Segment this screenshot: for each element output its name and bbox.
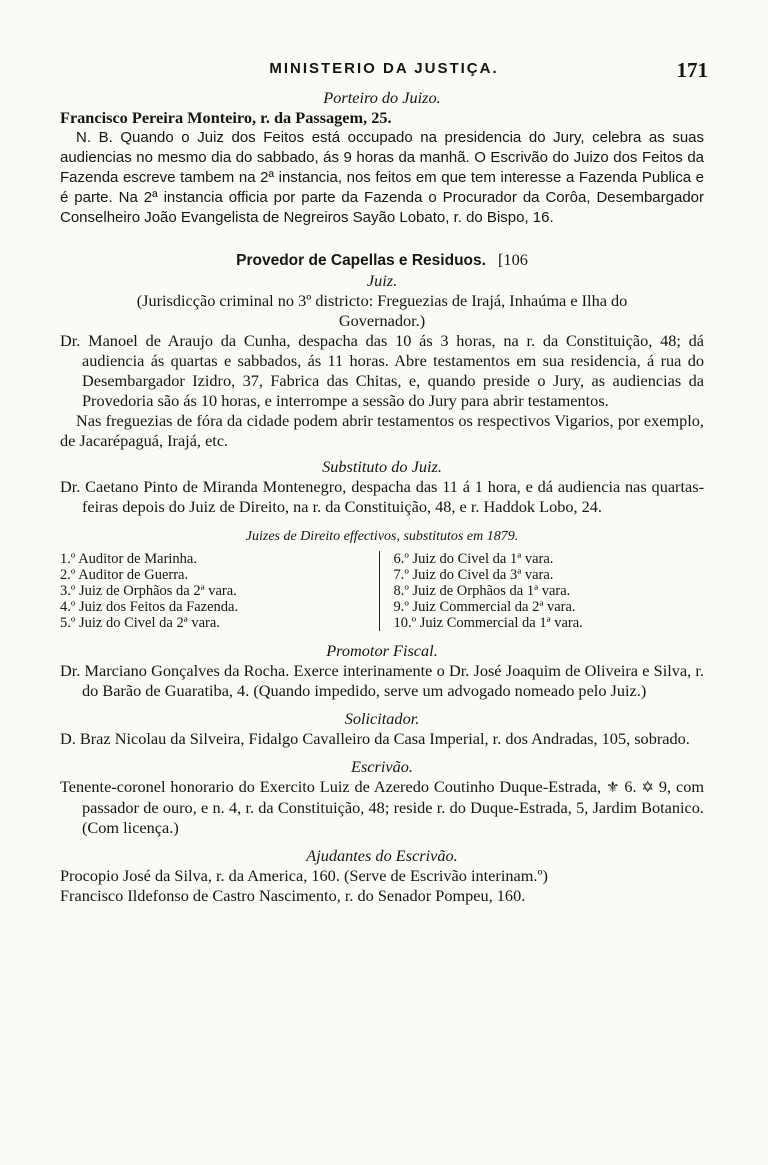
escrivao-text-b: 6.	[624, 777, 637, 796]
escrivao-heading: Escrivão.	[351, 757, 413, 776]
ajudante-2: Francisco Ildefonso de Castro Nascimento, r. do Senador Pompeu, 160.	[60, 886, 526, 905]
juizes-list	[60, 551, 704, 631]
provedor-heading: Provedor de Capellas e Residuos.	[236, 252, 486, 269]
ajudante-1: Procopio José da Silva, r. da America, 160. (Serve de Escrivão interinam.º)	[60, 866, 548, 885]
ajudantes-heading: Ajudantes do Escrivão.	[306, 846, 458, 865]
juizes-heading: Juizes de Direito effectivos, substitutos em 1879.	[245, 529, 519, 544]
rose-order-icon: ⚜	[605, 780, 620, 796]
star-order-icon: ✡	[641, 780, 654, 796]
juiz-heading: Juiz.	[366, 271, 398, 290]
juiz-note: Nas freguezias de fóra da cidade podem abrir testamentos os respectivos Vigarios, por exemplo, de Jacarépaguá, Irajá, etc.	[60, 411, 704, 450]
list-item: 4.º Juiz dos Feitos da Fazenda.	[60, 599, 239, 615]
list-item: 10.º Juiz Commercial da 1ª vara.	[393, 615, 583, 631]
list-item: 9.º Juiz Commercial da 2ª vara.	[393, 599, 576, 615]
porteiro-note: N. B. Quando o Juiz dos Feitos está occupado na presidencia do Jury, celebra as suas audiencias no mesmo dia do sabbado, ás 9 horas da manhã. O Escrivão do Juizo dos Feitos da Fazenda escreve tambem na 2ª instancia, nos feitos em que tem interesse a Fazenda Publica e é parte. Na 2ª instancia officia por parte da Fazenda o Procurador da Corôa, Desembargador Conselheiro João Evangelista de Negreiros Sayão Lobato, r. do Bispo, 16.	[60, 129, 704, 226]
solicitador-heading: Solicitador.	[344, 709, 420, 728]
substituto-heading: Substituto do Juiz.	[322, 457, 442, 476]
page-header	[0, 58, 768, 86]
juizes-left-column	[60, 551, 379, 631]
substituto-text: Dr. Caetano Pinto de Miranda Montenegro, despacha das 11 á 1 hora, e dá audiencia nas quartas-feiras depois do Juiz de Direito, na r. da Constituição, 48, e r. Haddok Lobo, 24.	[60, 477, 704, 516]
provedor-heading-line	[60, 250, 704, 271]
juizes-right-column	[379, 551, 705, 631]
list-item: 1.º Auditor de Marinha.	[60, 551, 197, 567]
promotor-text: Dr. Marciano Gonçalves da Rocha. Exerce interinamente o Dr. José Joaquim de Oliveira e Silva, r. do Barão de Guaratiba, 4. (Quando impedido, serve um advogado nomeado pelo Juiz.)	[60, 661, 704, 700]
list-item: 7.º Juiz do Civel da 3ª vara.	[393, 567, 554, 583]
page-title: MINISTERIO DA JUSTIÇA.	[269, 60, 499, 77]
promotor-heading: Promotor Fiscal.	[326, 641, 438, 660]
list-item: 6.º Juiz do Civel da 1ª vara.	[393, 551, 554, 567]
jurisdiction-text: (Jurisdicção criminal no 3º districto: Freguezias de Irajá, Inhaúma e Ilha do Governador.)	[136, 291, 628, 330]
list-item: 3.º Juiz de Orphãos da 2ª vara.	[60, 583, 237, 599]
escrivao-text	[60, 777, 704, 838]
list-item: 5.º Juiz do Civel da 2ª vara.	[60, 615, 220, 631]
page-number: 171	[676, 58, 708, 82]
porteiro-heading: Porteiro do Juizo.	[323, 88, 441, 107]
escrivao-text-c: 9, com passador de ouro, e n. 4, r. da Constituição, 48; reside r. do Duque-Estrada, 5, Jardim Botanico. (Com licença.)	[82, 777, 705, 837]
juiz-text: Dr. Manoel de Araujo da Cunha, despacha das 10 ás 3 horas, na r. da Constituição, 48; dá audiencia ás quartas e sabbados, ás 11 horas. Abre testamentos em sua residencia, á rua do Desembargador Izidro, 37, Fabrica das Chitas, e, quando preside o Jury, as audiencias da Provedoria são ás 10 horas, e interrompe a sessão do Jury para abrir testamentos.	[60, 331, 704, 410]
escrivao-text-a: Tenente-coronel honorario do Exercito Luiz de Azeredo Coutinho Duque-Estrada,	[60, 777, 602, 796]
list-item: 8.º Juiz de Orphãos da 1ª vara.	[393, 583, 571, 599]
porteiro-name: Francisco Pereira Monteiro, r. da Passagem, 25.	[60, 108, 392, 127]
list-item: 2.º Auditor de Guerra.	[60, 567, 189, 583]
provedor-ref: [106	[498, 250, 528, 269]
page-content	[60, 88, 704, 906]
solicitador-text: D. Braz Nicolau da Silveira, Fidalgo Cavalleiro da Casa Imperial, r. dos Andradas, 105, sobrado.	[60, 729, 690, 748]
